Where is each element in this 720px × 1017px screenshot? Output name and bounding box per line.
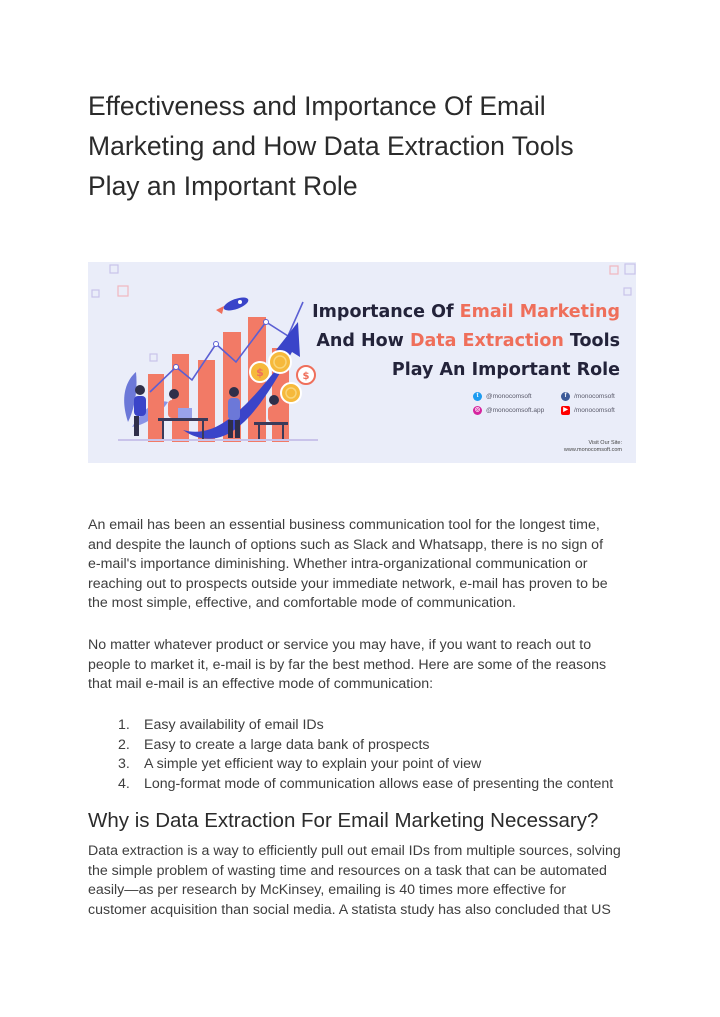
chart-bar-illustration xyxy=(148,374,164,442)
floor-line xyxy=(118,439,318,441)
decor-square xyxy=(624,288,631,295)
reasons-intro-paragraph xyxy=(88,636,636,695)
paragraph-line: the most simple, effective, and comfortable mode of communication. xyxy=(88,595,516,611)
svg-text:$: $ xyxy=(256,366,264,379)
list-item xyxy=(118,736,613,756)
reasons-list xyxy=(118,716,613,794)
list-text: Easy availability of email IDs xyxy=(144,717,324,733)
dollar-coin-illustration xyxy=(269,351,291,373)
list-text: Easy to create a large data bank of prospects xyxy=(144,736,430,753)
rocket-illustration xyxy=(216,295,250,314)
person-illustration xyxy=(134,385,146,436)
dollar-coin-illustration xyxy=(250,362,270,382)
paragraph-line: No matter whatever product or service you may have, if you want to reach out to xyxy=(88,637,592,653)
visit-url: www.monocomsoft.com xyxy=(563,447,622,453)
decor-square xyxy=(610,266,618,274)
list-number: 4. xyxy=(118,775,130,792)
data-extraction-paragraph xyxy=(88,842,636,920)
social-facebook xyxy=(561,392,615,401)
title-line: Play an Important Role xyxy=(88,171,358,201)
list-text: Long-format mode of communication allows ease of presenting the content xyxy=(144,775,614,792)
facebook-icon: f xyxy=(561,392,570,401)
banner-headline xyxy=(312,298,620,385)
paragraph-line: that mail e-mail is an effective mode of communication: xyxy=(88,676,434,692)
leaf xyxy=(124,372,136,422)
list-text: A simple yet efficient way to explain your point of view xyxy=(144,756,482,772)
banner-headline-line-2 xyxy=(312,327,620,356)
decor-square xyxy=(110,265,118,273)
decor-square xyxy=(118,286,128,296)
trend-point xyxy=(264,320,269,325)
social-youtube xyxy=(561,406,615,415)
headline-text: Importance Of xyxy=(312,302,460,322)
social-instagram xyxy=(473,406,544,415)
intro-paragraph xyxy=(88,516,636,614)
page-title xyxy=(88,86,648,206)
social-handle: /monocomsoft xyxy=(574,393,615,400)
decor-square xyxy=(92,290,99,297)
social-handle: @monocomsoft.app xyxy=(486,407,545,414)
svg-text:$: $ xyxy=(302,371,310,382)
headline-text: Tools xyxy=(563,331,620,351)
headline-highlight: Data Extraction xyxy=(409,331,564,351)
social-handle: /monocomsoft xyxy=(574,407,615,414)
visit-site xyxy=(564,440,622,454)
section-heading: Why is Data Extraction For Email Marketing Necessary? xyxy=(88,809,599,832)
paragraph-line: e-mail's importance diminishing. Whether intra-organizational communication or xyxy=(88,556,588,572)
social-twitter xyxy=(473,392,532,401)
youtube-icon: ▶ xyxy=(561,406,570,415)
list-number: 1. xyxy=(118,717,130,733)
title-line: Effectiveness and Importance Of Email xyxy=(88,91,546,121)
list-item xyxy=(118,775,613,795)
social-handles xyxy=(473,392,633,422)
headline-text: And How xyxy=(316,331,410,351)
social-handle: @monocomsoft xyxy=(486,393,532,400)
paragraph-line: people to market it, e-mail is by far the best method. Here are some of the reasons xyxy=(88,656,607,673)
banner-headline-line-1 xyxy=(312,298,620,327)
trend-point xyxy=(214,342,219,347)
paragraph-line: reaching out to prospects outside your immediate network, e-mail has proven to be xyxy=(88,575,608,592)
list-number: 3. xyxy=(118,756,130,772)
headline-highlight: Email Marketing xyxy=(459,302,620,322)
twitter-icon: t xyxy=(473,392,482,401)
paragraph-line: the simple problem of wasting time and resources on a task that can be automated xyxy=(88,862,607,879)
instagram-icon: ◎ xyxy=(474,407,481,413)
paragraph-line: customer acquisition than social media. A statista study has also concluded that US xyxy=(88,901,611,918)
list-item xyxy=(118,755,613,775)
article-banner-image xyxy=(88,262,636,463)
paragraph-line: and despite the launch of options such as Slack and Whatsapp, there is no sign of xyxy=(88,536,604,553)
title-line: Marketing and How Data Extraction Tools xyxy=(88,131,574,161)
paragraph-line: easily—as per research by McKinsey, emailing is 40 times more effective for xyxy=(88,882,567,898)
dollar-coin-illustration xyxy=(281,383,301,403)
banner-headline-line-3: Play An Important Role xyxy=(391,360,620,380)
paragraph-line: An email has been an essential business communication tool for the longest time, xyxy=(88,517,600,533)
paragraph-line: Data extraction is a way to efficiently pull out email IDs from multiple sources, solving xyxy=(88,843,621,859)
list-number: 2. xyxy=(118,736,130,753)
trend-point xyxy=(174,365,179,370)
decor-square xyxy=(150,354,157,361)
visit-label: Visit Our Site: xyxy=(588,440,622,446)
decor-square xyxy=(625,264,635,274)
list-item xyxy=(118,716,613,736)
